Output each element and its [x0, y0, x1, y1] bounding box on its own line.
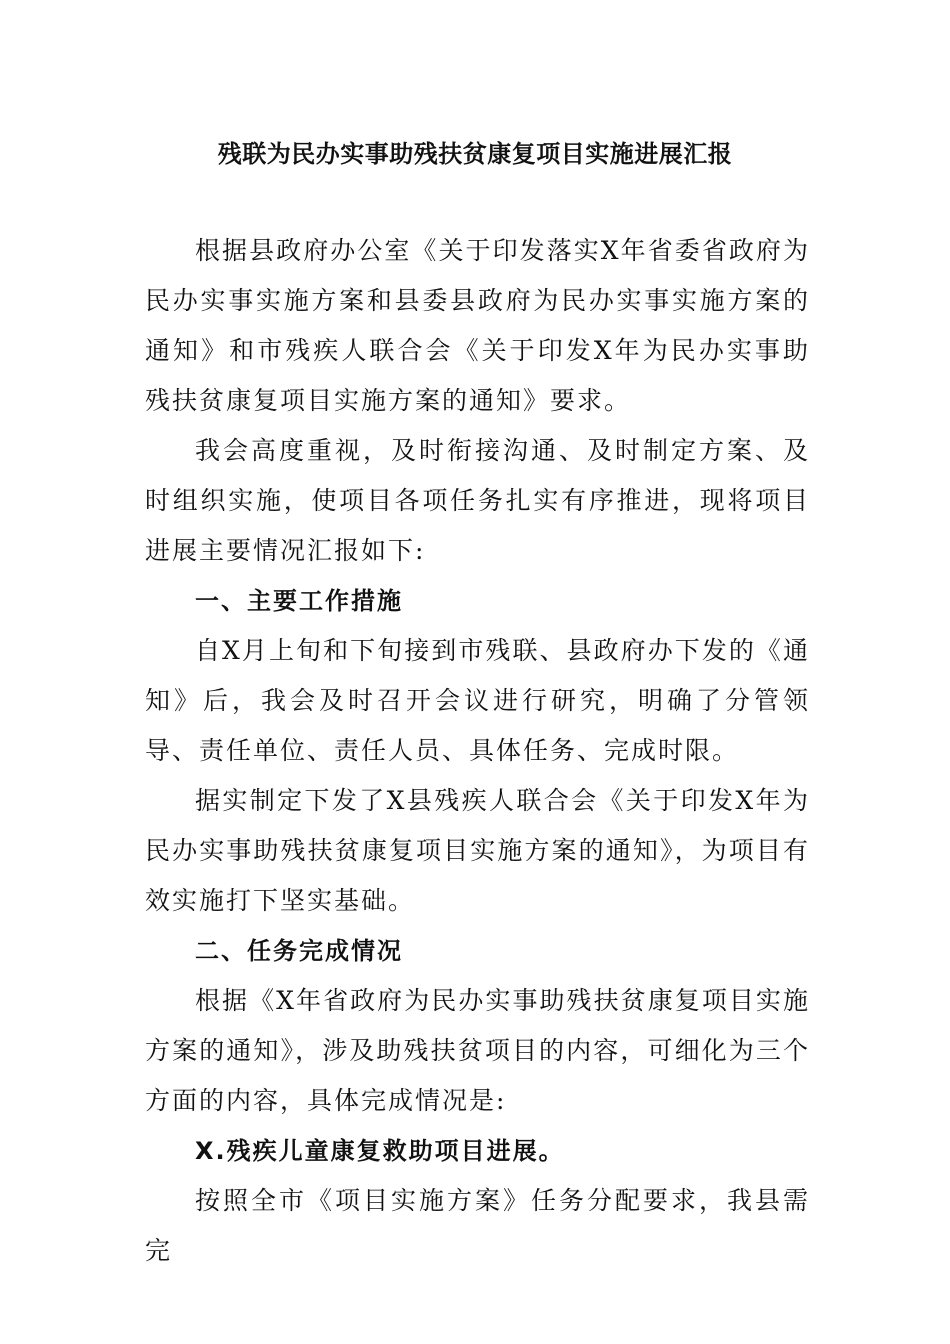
measures-paragraph-1: 自X月上旬和下旬接到市残联、县政府办下发的《通知》后，我会及时召开会议进行研究，明确了分管领导、责任单位、责任人员、具体任务、完成时限。	[145, 636, 810, 765]
section-heading-measures: 一、主要工作措施	[195, 587, 403, 615]
child-rehab-paragraph: 按照全市《项目实施方案》任务分配要求，我县需完	[145, 1186, 810, 1265]
document-title: 残联为民办实事助残扶贫康复项目实施进展汇报	[217, 140, 733, 168]
section-heading-completion: 二、任务完成情况	[195, 937, 403, 965]
document-body	[145, 226, 810, 1276]
summary-paragraph: 我会高度重视，及时衔接沟通、及时制定方案、及时组织实施，使项目各项任务扎实有序推进，现将项目进展主要情况汇报如下:	[145, 436, 810, 565]
completion-paragraph: 根据《X年省政府为民办实事助残扶贫康复项目实施方案的通知》，涉及助残扶贫项目的内容，可细化为三个方面的内容，具体完成情况是:	[145, 986, 810, 1115]
subsection-heading-child-rehab: X.残疾儿童康复救助项目进展。	[195, 1137, 565, 1165]
intro-paragraph: 根据县政府办公室《关于印发落实X年省委省政府为民办实事实施方案和县委县政府为民办实事实施方案的通知》和市残疾人联合会《关于印发X年为民办实事助残扶贫康复项目实施方案的通知》要求。	[145, 236, 810, 415]
measures-paragraph-2: 据实制定下发了X县残疾人联合会《关于印发X年为民办实事助残扶贫康复项目实施方案的通知》，为项目有效实施打下坚实基础。	[145, 786, 810, 915]
